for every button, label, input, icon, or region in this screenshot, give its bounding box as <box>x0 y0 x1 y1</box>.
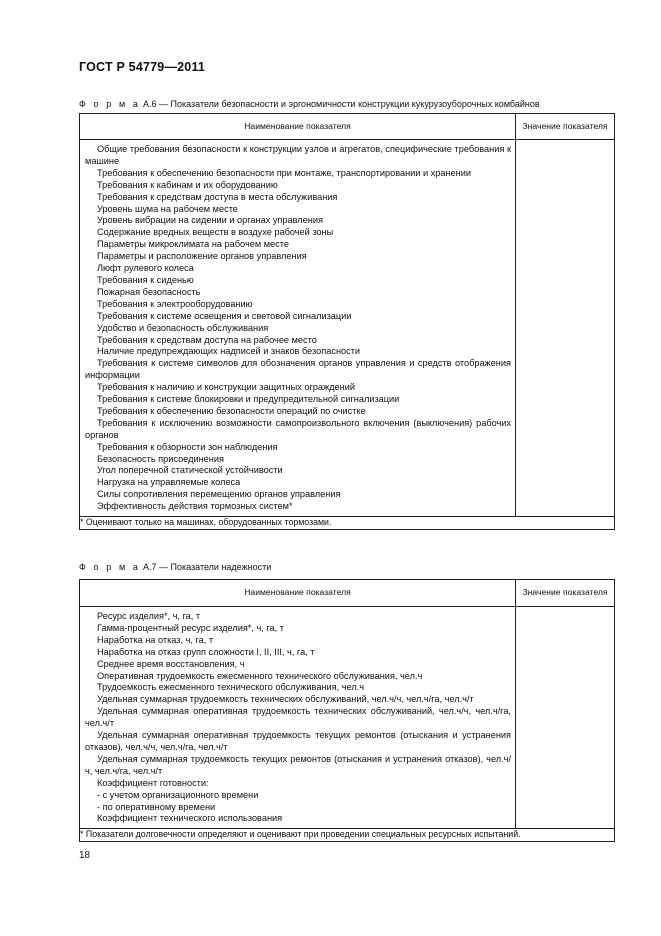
indicator-item: Люфт рулевого колеса <box>97 263 194 274</box>
indicator-item: Наработка на отказ, ч, га, т <box>97 634 214 645</box>
form-a6-footnote: * Оценивают только на машинах, оборудованных тормозами. <box>80 517 615 530</box>
indicator-item: Гамма-процентный ресурс изделия*, ч, га, т <box>97 622 284 633</box>
form-a6-caption-prefix: Ф о р м а <box>79 99 141 109</box>
form-a6-items-list <box>80 140 515 516</box>
form-a7-table <box>79 579 615 842</box>
indicator-item: Требования к наличию и конструкции защитных ограждений <box>97 382 355 393</box>
indicator-item: Требования к сиденью <box>97 274 194 285</box>
form-a6-header-value: Значение показателя <box>516 114 615 140</box>
indicator-item: Удобство и безопасность обслуживания <box>97 322 269 333</box>
form-a7-header-name: Наименование показателя <box>80 580 516 607</box>
indicator-item: Коэффициент технического использования <box>97 813 283 824</box>
indicator-item: Уровень шума на рабочем месте <box>97 203 238 214</box>
form-a7-caption-prefix: Ф о р м а <box>79 562 141 572</box>
indicator-item: Трудоемкость ежесменного технического обслуживания, чел.ч <box>97 682 365 693</box>
indicator-item: Среднее время восстановления, ч <box>97 658 245 669</box>
indicator-item: Силы сопротивления перемещению органов управления <box>97 489 341 500</box>
form-a7-caption <box>79 562 271 572</box>
indicator-item: Параметры микроклимата на рабочем месте <box>97 239 289 250</box>
form-a6-caption-text: — Показатели безопасности и эргономичности конструкции кукурузоуборочных комбайнов <box>159 99 540 109</box>
form-a6-table <box>79 113 615 530</box>
form-a7-value-cell <box>516 607 615 829</box>
indicator-item: Безопасность присоединения <box>97 453 224 464</box>
indicator-item: Требования к исключению возможности самопроизвольного включения (выключения) рабочих органов <box>85 417 511 440</box>
indicator-item: Удельная суммарная оперативная трудоемкость текущих ремонтов (отыскания и устранения отказов), чел.ч/ч, чел.ч/га, чел.ч/т <box>85 730 511 752</box>
indicator-item: Требования к системе символов для обозначения органов управления и средств отображения информации <box>85 358 511 381</box>
indicator-item: - с учетом организационного времени <box>97 789 259 800</box>
indicator-item: Удельная суммарная трудоемкость технических обслуживаний, чел.ч/ч, чел.ч/га, чел.ч/т <box>97 694 474 705</box>
indicator-item: Требования к кабинам и их оборудованию <box>97 179 278 190</box>
indicator-item: - по оперативному времени <box>97 801 216 812</box>
indicator-item: Удельная суммарная трудоемкость текущих ремонтов (отыскания и устранения отказов), чел.ч/ч, чел.ч/га, чел.ч/т <box>85 753 511 776</box>
form-a7-caption-text: — Показатели надежности <box>159 562 272 572</box>
form-a7-caption-number: А.7 <box>142 562 157 572</box>
form-a6-value-cell <box>516 140 615 517</box>
form-a7-items-list <box>80 607 515 828</box>
indicator-item: Параметры и расположение органов управления <box>97 251 307 262</box>
form-a6-items-cell <box>80 140 516 517</box>
form-a7-header-value: Значение показателя <box>516 580 615 607</box>
indicator-item: Наличие предупреждающих надписей и знаков безопасности <box>97 346 361 357</box>
form-a7-footnote: * Показатели долговечности определяют и оценивают при проведении специальных ресурсных испытаний. <box>80 829 615 842</box>
indicator-item: Пожарная безопасность <box>97 286 201 297</box>
page-number: 18 <box>79 850 91 861</box>
indicator-item: Требования к средствам доступа на рабочее место <box>97 334 317 345</box>
indicator-item: Содержание вредных веществ в воздухе рабочей зоны <box>97 227 334 238</box>
form-a6-caption-number: А.6 <box>142 99 157 109</box>
indicator-item: Требования к средствам доступа в места обслуживания <box>97 191 338 202</box>
indicator-item: Ресурс изделия*, ч, га, т <box>97 611 201 621</box>
document-title: ГОСТ Р 54779—2011 <box>79 60 206 74</box>
form-a6-caption <box>79 99 540 109</box>
indicator-item: Требования к обеспечению безопасности операций по очистке <box>97 405 366 416</box>
indicator-item: Требования к системе блокировки и предупредительной сигнализации <box>97 394 400 405</box>
form-a7-items-cell <box>80 607 516 829</box>
indicator-item: Нагрузка на управляемые колеса <box>97 477 241 488</box>
indicator-item: Наработка на отказ групп сложности I, II, III, ч, га, т <box>97 646 315 657</box>
indicator-item: Требования к системе освещения и световой сигнализации <box>97 310 352 321</box>
indicator-item: Общие требования безопасности к конструкции узлов и агрегатов, специфические требования к машине <box>85 144 511 166</box>
indicator-item: Угол поперечной статической устойчивости <box>97 465 283 476</box>
indicator-item: Эффективность действия тормозных систем* <box>97 501 293 512</box>
indicator-item: Требования к обзорности зон наблюдения <box>97 441 278 452</box>
indicator-item: Оперативная трудоемкость ежесменного технического обслуживания, чел.ч <box>97 670 423 681</box>
indicator-item: Требования к обеспечению безопасности при монтаже, транспортировании и хранении <box>97 167 471 178</box>
form-a6-header-name: Наименование показателя <box>80 114 516 140</box>
indicator-item: Коэффициент готовности: <box>97 777 209 788</box>
indicator-item: Удельная суммарная оперативная трудоемкость технических обслуживаний, чел.ч/ч, чел.ч/га, чел.ч/т <box>85 706 511 729</box>
indicator-item: Требования к электрооборудованию <box>97 298 253 309</box>
indicator-item: Уровень вибрации на сидении и органах управления <box>97 215 323 226</box>
